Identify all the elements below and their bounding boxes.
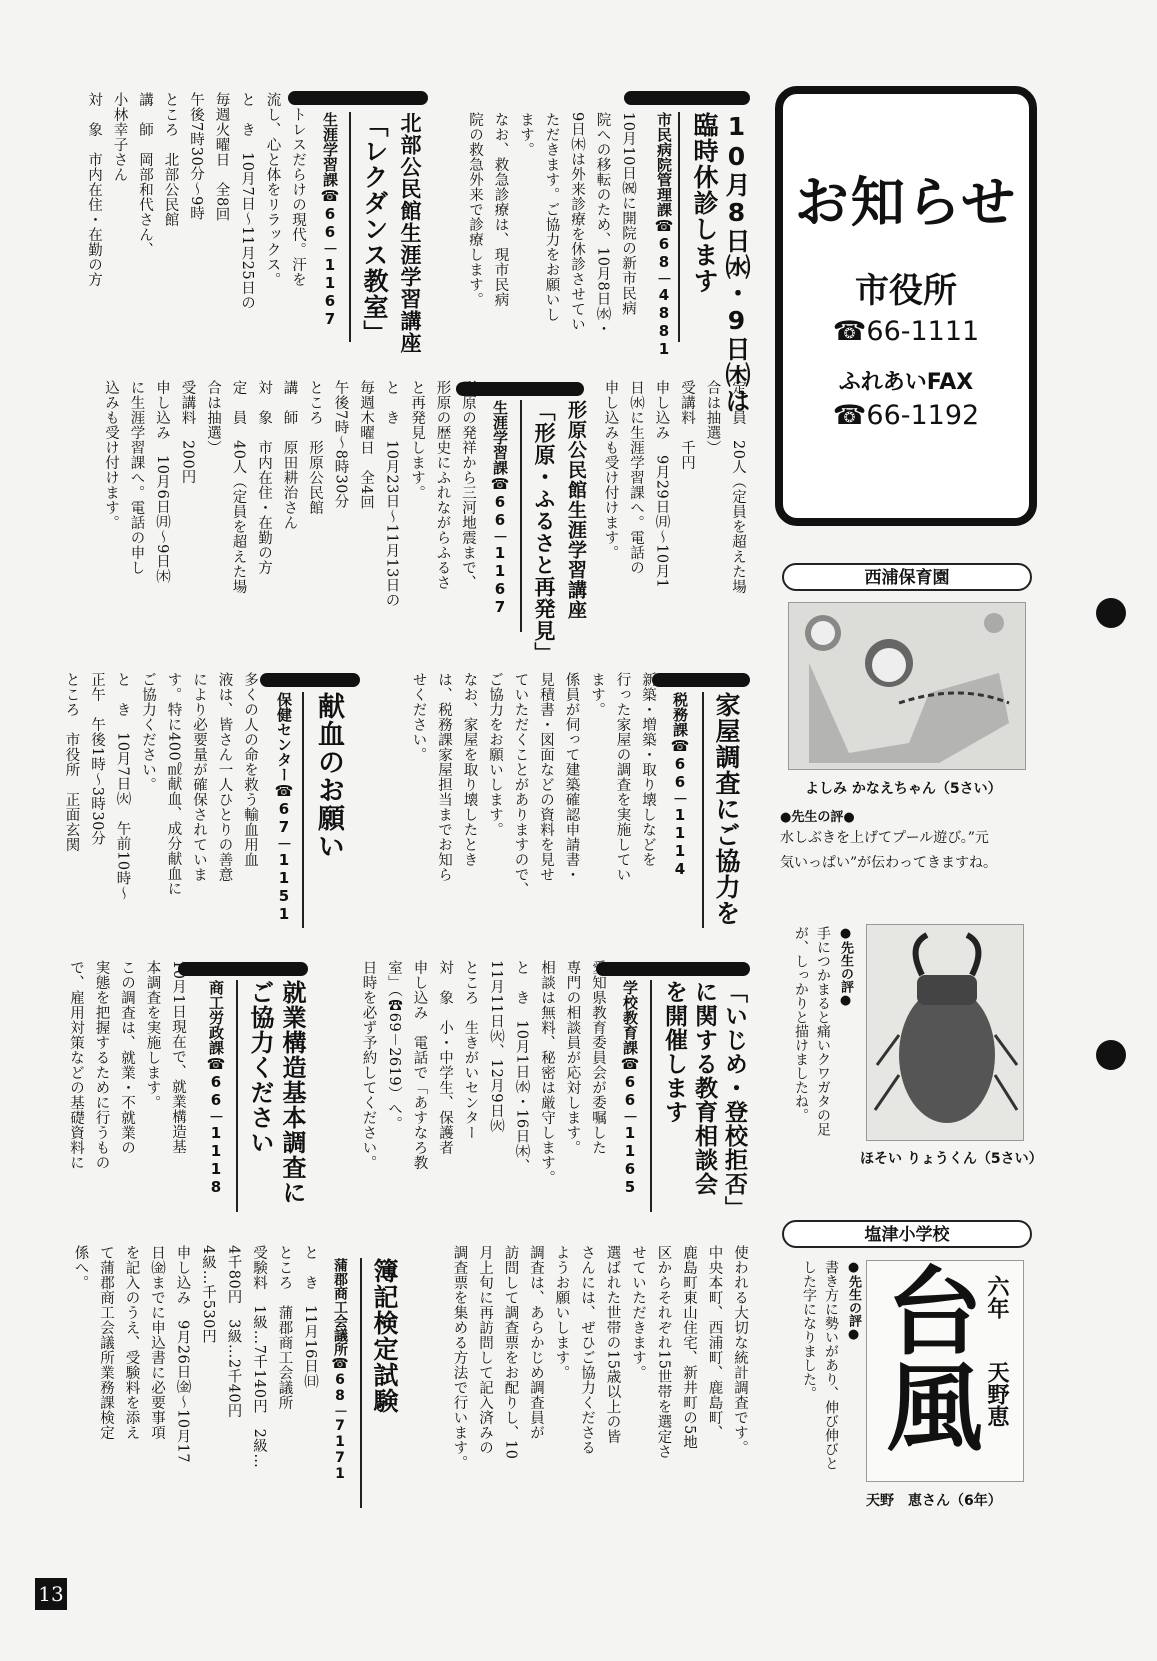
ijime-body: 愛知県教育委員会が委嘱した 専門の相談員が応対します。 相談は無料、秘密は厳守します。 と き 10月1日㈬・16日㈭、 11月11日㈫、12月9日㈫ ところ 生きがいセンター 対 象 小・中学生、保護者 申し込み 電話で「あすなろ教 室」（☎69－2619）へ。 日時を必ず予約してください。: [360, 960, 606, 1185]
survey-title-2: ご協力ください: [246, 980, 274, 1155]
name-beetle: ほそい りょうくん（5さい）: [860, 1151, 1043, 1167]
ijime-dept: 学校教育課☎66－1165: [621, 980, 639, 1196]
punch-hole-top: [1096, 598, 1126, 628]
divider: [236, 980, 238, 1212]
pool-drawing-image: [789, 603, 1025, 769]
section-bar: [178, 962, 308, 976]
beetle-drawing-image: [867, 925, 1023, 1140]
katahara-body: 形原の発祥から三河地震まで、 形原の歴史にふれながらふるさ と再発見します。 と き 10月23日～11月13日の 毎週木曜日 全4回 午後7時～8時30分 ところ 形原公民館 講 師 原田耕治さん 対 象 市内在住・在勤の方 定 員 40人（定員を超えた場 合は抽選） 受講料 200円 申し込み 10月6日㈪～9日㈭ に生涯学習課へ。電話の申し 込みも受け付けます。: [103, 380, 476, 608]
section-bar: [260, 673, 360, 687]
divider: [702, 692, 704, 928]
notice-fax: ☎66-1192: [832, 400, 980, 431]
page-number: 13: [35, 1578, 67, 1610]
ijime-title-3: を開催します: [661, 980, 687, 1124]
divider: [678, 112, 680, 342]
calligraphy-author: 天野恵: [984, 1361, 1010, 1427]
survey-cont-body: 使われる大切な統計調査です。 中央本町、西浦町、鹿島町、 鹿島町東山住宅、新井町の5地 区からそれぞれ15世帯を選定さ せていただきます。 選ばれた世帯の15歳以上の皆 さんには、ぜひご協力くださる ようお願いします。 調査は、あらかじめ調査員が 訪問して調査票をお配りし、10 月上旬に再訪問して記入済みの 調査票を集める方法で行います。: [451, 1245, 748, 1470]
notice-box: [775, 86, 1037, 526]
hospital-body: 10月10日㈷に開院の新市民病 院への移転のため、10月8日㈬・ 9日㈭は外来診療を休診させてい ただきます。ご協力をお願いし ます。 なお、救急診療は、現市民病 院の救急外来で診療します。: [467, 112, 636, 337]
notice-fax-label: ふれあいFAX: [838, 370, 974, 395]
house-dept: 税務課☎66－1114: [671, 692, 689, 878]
punch-hole-bottom: [1096, 1040, 1126, 1070]
notice-title: お知らせ: [794, 171, 1018, 234]
dance-body: ストレスだらけの現代。汗を 流し、心と体をリラックス。 と き 10月7日～11月25日の 毎週火曜日 全8回 午後7時30分～9時 ところ 北部公民館 講 師 岡部和代さん、 小林幸子さん 対 象 市内在住・在勤の方: [86, 92, 306, 311]
section-bar: [624, 91, 750, 105]
hospital-title-1: 10月8日㈬・9日㈭は: [722, 112, 751, 414]
dance-title-1: 北部公民館生涯学習講座: [398, 112, 422, 354]
blood-dept: 保健センター☎67－1151: [275, 692, 293, 923]
katahara-title-1: 形原公民館生涯学習講座: [565, 400, 587, 620]
survey-body: 10月1日現在で、就業構造基 本調査を実施します。 この調査は、就業・不就業の 実態を把握するために行うもの で、雇用対策などの基礎資料に: [68, 960, 186, 1170]
comment-label-nishiura: ●先生の評●: [780, 810, 855, 825]
drawing-pool: [788, 602, 1026, 770]
blood-body: 多くの人の命を救う輸血用血 液は、皆さん一人ひとりの善意 により必要量が確保されていま す。特に400㎖献血、成分献血に ご協力ください。 と き 10月7日㈫ 午前10時～ 正午 午後1時～3時30分 ところ 市役所 正面玄関: [63, 672, 258, 901]
divider: [360, 1258, 362, 1508]
divider: [650, 980, 652, 1212]
ijime-title-1: 「いじめ・登校拒否」: [721, 980, 747, 1220]
dance-title-2: 「レクダンス教室」: [360, 112, 389, 346]
calligraphy-characters: 台風: [871, 1261, 984, 1453]
divider: [349, 112, 351, 342]
caption-nishiura: 西浦保育園: [782, 563, 1032, 591]
drawing-beetle: [866, 924, 1024, 1141]
house-body: 新築・増築・取り壊しなどを 行った家屋の調査を実施してい ます。 係員が伺って建築確認申請書・ 見積書・図面などの資料を見せ ていただくことがありますので、 ご協力をお願いします。 なお、家屋を取り壊したとき は、税務課家屋担当までお知ら せください。: [410, 672, 656, 897]
calligraphy: [866, 1260, 1024, 1482]
hospital-title-2: 臨時休診します: [690, 112, 719, 294]
katahara-title-2: 「形原・ふるさと再発見」: [532, 400, 556, 664]
comment-beetle: ●先生の評● 手につかまると痛いクワガタの足 が、しっかりと描けましたね。: [793, 926, 853, 1136]
divider: [302, 692, 304, 928]
house-title: 家屋調査にご協力を: [712, 692, 741, 926]
comment-shiotsu: ●先生の評● 書き方に勢いがあり、伸び伸びと した字になりました。: [801, 1260, 861, 1470]
section-bar: [596, 962, 750, 976]
boki-body: と き 11月16日㈰ ところ 蒲郡商工会議所 受験料 1級…7千140円 2級… 4千80円 3級…2千40円 4級…千530円 申し込み 9月26日㈮～10月17 日㈮までに申込書に必要事項 を記入のうえ、受験料を添え て蒲郡商工会議所業務課検定 係へ。: [72, 1245, 318, 1469]
survey-title-1: 就業構造基本調査に: [278, 980, 306, 1205]
boki-title: 簿記検定試験: [370, 1258, 399, 1414]
katahara-cont: 定 員 20人（定員を超えた場 合は抽選） 受講料 千円 申し込み 9月29日㈪～10月1 日㈬に生涯学習課へ。電話の 申し込みも受け付けます。: [602, 380, 746, 595]
notice-office: 市役所: [855, 271, 957, 311]
boki-dept: 蒲郡商工会議所☎68－7171: [332, 1258, 348, 1482]
hospital-dept: 市民病院管理課☎68－4881: [655, 112, 673, 358]
dance-dept: 生涯学習課☎66－1167: [321, 112, 339, 328]
comment-nishiura: 水しぶきを上げてプール遊び。”元 気いっぱい”が伝わってきますね。: [780, 830, 998, 871]
survey-dept: 商工労政課☎66－1118: [207, 980, 225, 1196]
katahara-dept: 生涯学習課☎66－1167: [491, 400, 509, 616]
calligraphy-grade: 六年: [984, 1275, 1010, 1319]
ijime-title-2: に関する教育相談会: [691, 980, 717, 1196]
section-bar: [652, 673, 750, 687]
name-nishiura: よしみ かなえちゃん（5さい）: [805, 781, 1002, 797]
divider: [520, 400, 522, 632]
notice-tel: ☎66-1111: [832, 316, 980, 347]
caption-shiotsu: 塩津小学校: [782, 1220, 1032, 1248]
name-shiotsu: 天野 恵さん（6年）: [866, 1493, 1002, 1509]
blood-title: 献血のお願い: [313, 692, 344, 860]
